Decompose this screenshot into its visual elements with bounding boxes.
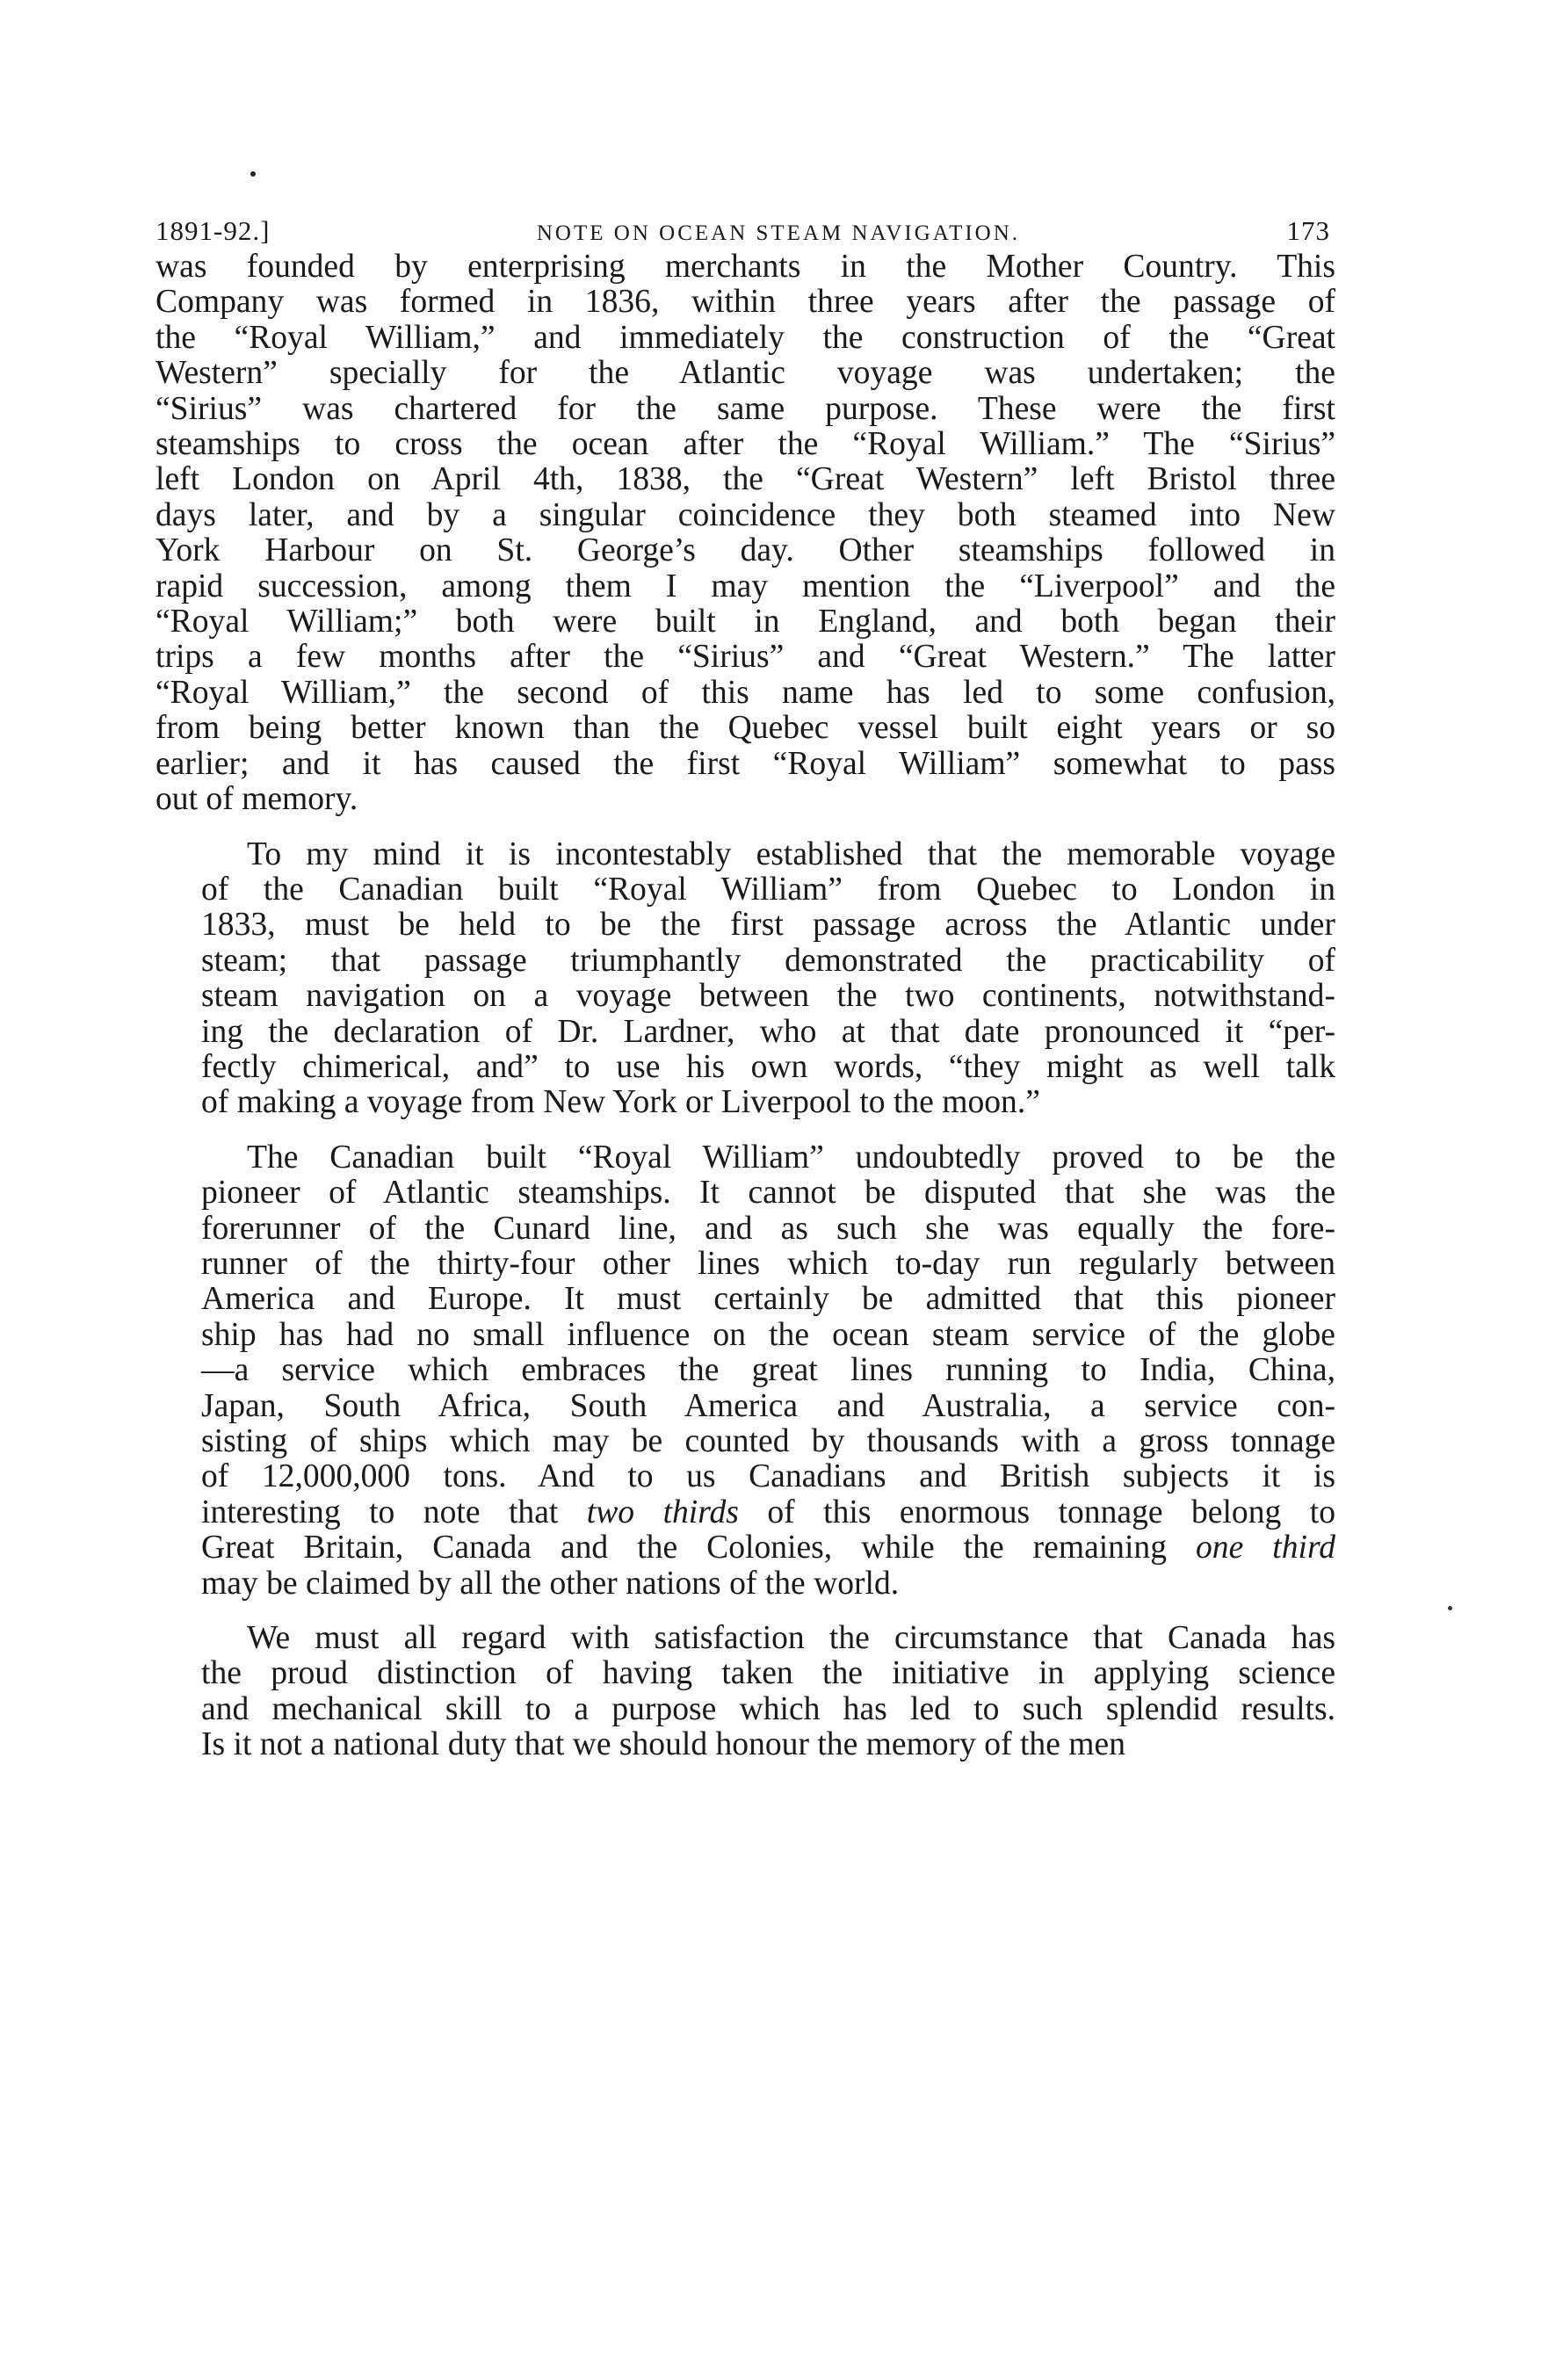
text-line: the proud distinction of having taken the initiative in applying science	[201, 1656, 1335, 1692]
text-line: “Royal William;” both were built in England, and both began their	[156, 604, 1335, 640]
text-line: may be claimed by all the other nations of the world.	[201, 1566, 900, 1602]
text-line: of 12,000,000 tons. And to us Canadians and British subjects it is	[201, 1459, 1335, 1495]
text-line: out of memory.	[156, 782, 358, 818]
text-line: Is it not a national duty that we should honour the memory of the men	[201, 1727, 1125, 1763]
text-line: the “Royal William,” and immediately the construction of the “Great	[156, 320, 1335, 356]
text-line: of making a voyage from New York or Liverpool to the moon.”	[201, 1085, 1040, 1121]
italic-phrase: one third	[1196, 1530, 1335, 1566]
paragraph	[156, 1621, 1335, 1763]
text-line: Western” specially for the Atlantic voyage was undertaken; the	[156, 356, 1335, 392]
body-text	[156, 250, 1335, 1763]
text-line: earlier; and it has caused the first “Royal William” somewhat to pass	[156, 746, 1335, 782]
text-line: days later, and by a singular coincidence they both steamed into New	[156, 497, 1335, 533]
ink-speck	[250, 171, 256, 177]
text-line: steam navigation on a voyage between the two continents, notwithstand-	[201, 979, 1335, 1015]
paragraph	[156, 837, 1335, 1121]
text-line: forerunner of the Cunard line, and as such she was equally the fore-	[201, 1211, 1335, 1247]
text-line: “Sirius” was chartered for the same purpose. These were the first	[156, 391, 1335, 427]
text-line: We must all regard with satisfaction the circumstance that Canada has	[247, 1621, 1335, 1657]
paragraph	[156, 1140, 1335, 1602]
text-line: To my mind it is incontestably established that the memorable voyage	[247, 836, 1335, 872]
text-line: —a service which embraces the great lines running to India, China,	[201, 1353, 1335, 1389]
text-line: from being better known than the Quebec vessel built eight years or so	[156, 711, 1335, 747]
italic-phrase: two thirds	[586, 1494, 739, 1530]
text-line: York Harbour on St. George’s day. Other steamships followed in	[156, 533, 1335, 569]
text-line: and mechanical skill to a purpose which has led to such splendid results.	[201, 1691, 1335, 1727]
ink-speck	[1448, 1606, 1452, 1610]
text-line: fectly chimerical, and” to use his own words, “they might as well talk	[201, 1049, 1335, 1085]
text-line: ing the declaration of Dr. Lardner, who at that date pronounced it “per-	[201, 1014, 1335, 1050]
text-line: Company was formed in 1836, within three years after the passage of	[156, 285, 1335, 321]
header-year: 1891-92.]	[156, 215, 271, 246]
text-line: sisting of ships which may be counted by thousands with a gross tonnage	[201, 1424, 1335, 1459]
page-number: 173	[1286, 215, 1330, 246]
text-line: was founded by enterprising merchants in the Mother Country. This	[156, 250, 1335, 285]
text-line: “Royal William,” the second of this name has led to some confusion,	[156, 675, 1335, 711]
text-line: interesting to note that two thirds of this enormous tonnage belong to	[201, 1494, 1335, 1530]
text-line: The Canadian built “Royal William” undoubtedly proved to be the	[247, 1139, 1335, 1176]
text-line: Great Britain, Canada and the Colonies, while the remaining one third	[201, 1530, 1335, 1566]
text-line: Japan, South Africa, South America and Australia, a service con-	[201, 1388, 1335, 1424]
text-line: America and Europe. It must certainly be admitted that this pioneer	[201, 1282, 1335, 1318]
text-line: ship has had no small influence on the ocean steam service of the globe	[201, 1317, 1335, 1353]
text-line: 1833, must be held to be the first passage across the Atlantic under	[201, 908, 1335, 944]
header-title: NOTE ON OCEAN STEAM NAVIGATION.	[536, 221, 1021, 245]
text-line: of the Canadian built “Royal William” from Quebec to London in	[201, 872, 1335, 908]
text-line: rapid succession, among them I may mention the “Liverpool” and the	[156, 568, 1335, 604]
text-line: trips a few months after the “Sirius” and “Great Western.” The latter	[156, 640, 1335, 676]
text-line: pioneer of Atlantic steamships. It cannot be disputed that she was the	[201, 1176, 1335, 1212]
text-line: steam; that passage triumphantly demonstrated the practicability of	[201, 943, 1335, 979]
paragraph	[156, 250, 1335, 818]
text-line: left London on April 4th, 1838, the “Great Western” left Bristol three	[156, 462, 1335, 498]
text-line: steamships to cross the ocean after the “Royal William.” The “Sirius”	[156, 427, 1335, 463]
text-line: runner of the thirty-four other lines which to-day run regularly between	[201, 1246, 1335, 1282]
